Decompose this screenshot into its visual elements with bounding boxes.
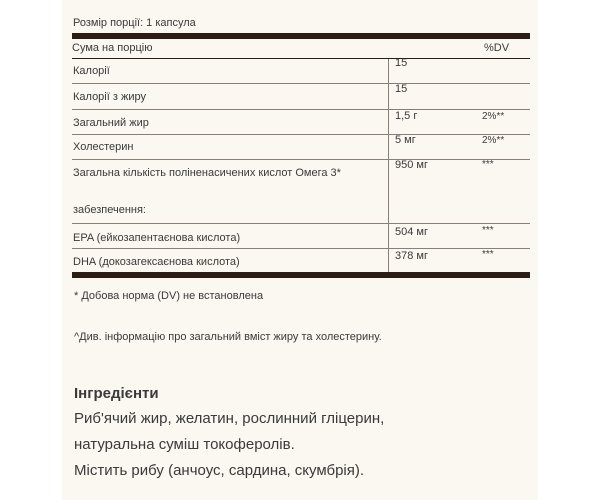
nutrient-dv: *** xyxy=(482,249,494,260)
nutrient-name: DHA (докозагексаєнова кислота) xyxy=(73,256,240,268)
nutrient-dv: *** xyxy=(482,159,494,170)
table-row xyxy=(72,59,530,84)
nutrient-amount: 5 мг xyxy=(395,134,416,146)
table-row xyxy=(72,135,530,160)
nutrient-name: EPA (ейкозапентаєнова кислота) xyxy=(73,232,241,244)
column-divider xyxy=(388,160,389,201)
column-divider xyxy=(388,135,389,159)
nutrient-name: Загальний жир xyxy=(73,117,149,129)
nutrient-name: Калорії з жиру xyxy=(73,91,146,103)
column-divider xyxy=(388,110,389,134)
nutrient-amount: 15 xyxy=(395,83,408,95)
nutrient-name: Холестерин xyxy=(73,141,134,153)
table-row xyxy=(72,160,530,201)
table-row xyxy=(72,224,530,249)
column-divider xyxy=(388,84,389,109)
dv-header: %DV xyxy=(484,42,510,54)
nutrient-amount: 504 мг xyxy=(395,226,428,238)
nutrient-name: Калорії xyxy=(73,65,110,77)
amount-per-serving-header: Сума на порцію xyxy=(72,42,153,54)
nutrient-name: забезпечення: xyxy=(73,204,146,216)
table-row xyxy=(72,201,530,224)
dv-footnote: * Добова норма (DV) не встановлена xyxy=(74,290,264,302)
ingredients-line: Риб'ячий жир, желатин, рослинний гліцерин, xyxy=(74,410,385,427)
column-divider xyxy=(388,59,389,83)
fat-footnote: ^Див. інформацію про загальний вміст жиру та холестерину. xyxy=(74,331,382,343)
ingredients-line: Містить рибу (анчоус, сардина, скумбрія). xyxy=(74,462,365,479)
nutrient-dv: 2%** xyxy=(482,135,505,146)
ingredients-line: натуральна суміш токоферолів. xyxy=(74,436,295,453)
nutrient-dv: 2%** xyxy=(482,111,505,122)
nutrient-name: Загальна кількість поліненасичених кислот Омега 3* xyxy=(73,167,341,179)
nutrient-amount: 1,5 г xyxy=(395,110,418,122)
ingredients-title: Інгредієнти xyxy=(74,385,159,402)
table-row xyxy=(72,249,530,272)
column-divider xyxy=(388,224,389,248)
nutrient-amount: 950 мг xyxy=(395,159,428,171)
nutrient-amount: 378 мг xyxy=(395,250,428,262)
table-row xyxy=(72,110,530,135)
supplement-facts-table xyxy=(72,14,530,278)
column-divider xyxy=(388,201,389,223)
nutrient-dv: *** xyxy=(482,225,494,236)
supplement-panel xyxy=(62,0,538,500)
thick-divider-bottom xyxy=(72,272,530,278)
nutrient-amount: 15 xyxy=(395,57,408,69)
serving-size: Розмір порції: 1 капсула xyxy=(73,17,196,29)
column-divider xyxy=(388,249,389,272)
table-row xyxy=(72,84,530,110)
table-header-row xyxy=(72,39,530,59)
